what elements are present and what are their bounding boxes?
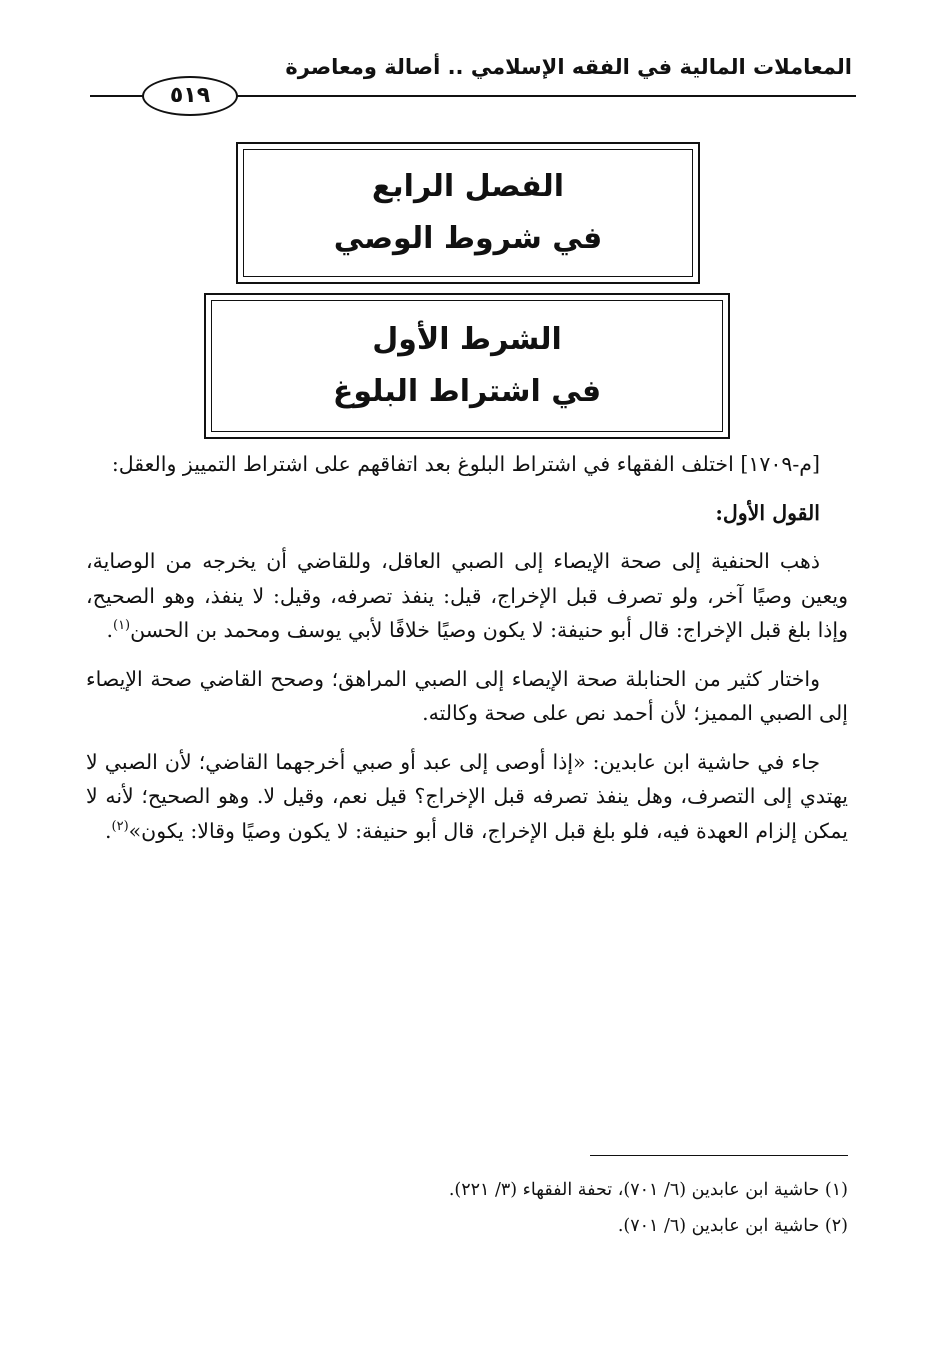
running-header: المعاملات المالية في الفقه الإسلامي .. أصالة ومعاصرة [285, 55, 852, 79]
footnote-ref-2[interactable]: (٢) [111, 818, 129, 834]
paragraph-quote-end: . [104, 818, 112, 843]
body-text [86, 447, 848, 862]
paragraph-intro: [م-١٧٠٩] اختلف الفقهاء في اشتراط البلوغ بعد اتفاقهم على اشتراط التمييز والعقل: [111, 452, 820, 476]
paragraph-quote-text: جاء في حاشية ابن عابدين: «إذا أوصى إلى عبد أو صبي أخرجهما القاضي؛ لأن الصبي لا يهتدي إلى التصرف، وهل ينفذ تصرفه قبل الإخراج؟ قيل نعم، وقيل لا. وهو الصحيح؛ لأنه لا يمكن إلزام العهدة فيه، فلو بلغ قبل الإخراج، قال أبو حنيفة: لا يكون وصيًا وقالا: يكون» [86, 749, 848, 843]
section-title: الشرط الأول [372, 322, 562, 357]
paragraph-hanafi [86, 544, 848, 648]
chapter-subtitle: في شروط الوصي [333, 221, 603, 256]
page-number: ٥١٩ [142, 76, 238, 116]
footnote-rule [590, 1155, 848, 1156]
footnote-ref-1[interactable]: (١) [112, 618, 131, 634]
paragraph-hanbali: واختار كثير من الحنابلة صحة الإيصاء إلى الصبي المراهق؛ وصحح القاضي صحة الإيصاء إلى الصبي المميز؛ لأن أحمد نص على صحة وكالته. [86, 666, 848, 725]
opinion-heading: القول الأول: [715, 500, 820, 525]
section-title-frame [204, 293, 730, 439]
footnote-1: (١) حاشية ابن عابدين (٦/ ٧٠١)، تحفة الفقهاء (٣/ ٢٢١). [448, 1180, 848, 1200]
paragraph-hanafi-text: ذهب الحنفية إلى صحة الإيصاء إلى الصبي العاقل، وللقاضي أن يخرجه من الوصاية، ويعين وصيًا آخر، ولو تصرف قبل الإخراج، قيل: ينفذ تصرفه، وقيل: لا ينفذ، وهو الصحيح، وإذا بلغ قبل الإخراج: قال أبو حنيفة: لا يكون وصيًا خلافًا لأبي يوسف ومحمد بن الحسن [86, 549, 848, 642]
paragraph-quote [86, 745, 848, 849]
chapter-title-frame [236, 142, 700, 284]
chapter-title: الفصل الرابع [371, 169, 565, 204]
section-subtitle: في اشتراط البلوغ [332, 374, 602, 409]
footnotes [86, 1172, 848, 1244]
footnote-2: (٢) حاشية ابن عابدين (٦/ ٧٠١). [617, 1216, 848, 1236]
paragraph-hanafi-end: . [106, 618, 113, 642]
